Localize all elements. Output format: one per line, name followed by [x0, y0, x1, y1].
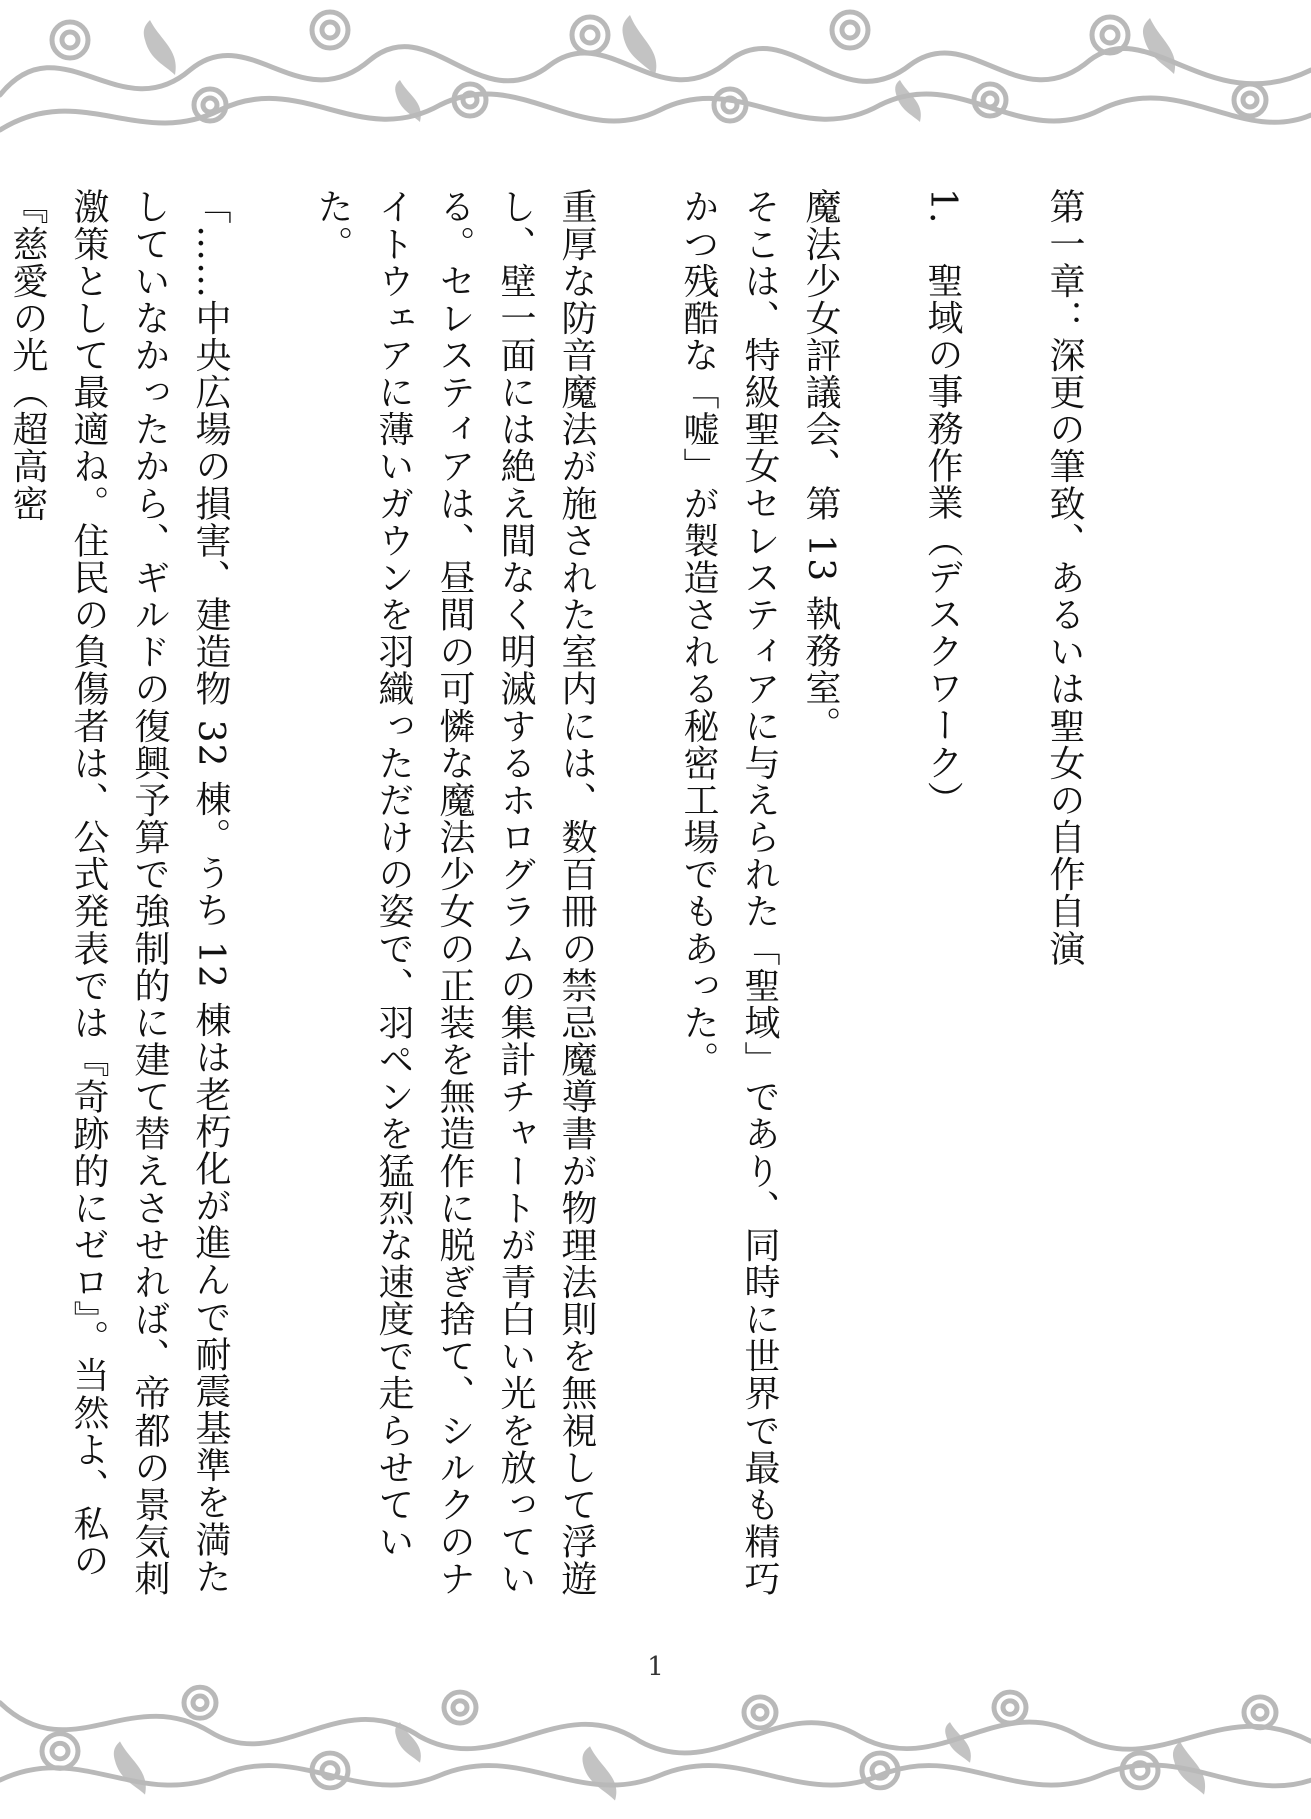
paragraph: 重厚な防音魔法が施された室内には、数百冊の禁忌魔導書が物理法則を無視して浮遊し、壁一面には絶え間なく明滅するホログラムの集計チャートが青白い光を放っている。セレスティアは、昼間の可憐な魔法少女の正装を無造作に脱ぎ捨て、シルクのナイトウェアに薄いガウンを羽織っただけの姿で、羽ペンを猛烈な速度で走らせていた。	[312, 188, 597, 1598]
section-heading: 1. 聖域の事務作業（デスクワーク）	[922, 188, 963, 818]
paragraph: 「……中央広場の損害、建造物 32 棟。うち 12 棟は老朽化が進んで耐震基準を満たしていなかったから、ギルドの復興予算で強制的に建て替えさせれば、帝都の景気刺激策として最適ね。住民の負傷者は、公式発表では『奇跡的にゼロ』。当然よ、私の『慈愛の光（超高密	[7, 188, 231, 1598]
chapter-title: 第一章：深更の筆致、あるいは聖女の自作自演	[1044, 188, 1085, 967]
vertical-text-body	[7, 188, 1095, 1608]
bottom-floral-ornament	[0, 1664, 1311, 1814]
bottom-ornament-graphic	[0, 1664, 1311, 1814]
top-floral-ornament	[0, 0, 1311, 150]
top-ornament-graphic	[0, 0, 1311, 150]
paragraph: そこは、特級聖女セレスティアに与えられた「聖域」であり、同時に世界で最も精巧かつ残酷な「嘘」が製造される秘密工場でもあった。	[678, 188, 780, 1598]
page-number: 1	[647, 1652, 664, 1682]
paragraph: 魔法少女評議会、第 13 執務室。	[800, 188, 841, 744]
